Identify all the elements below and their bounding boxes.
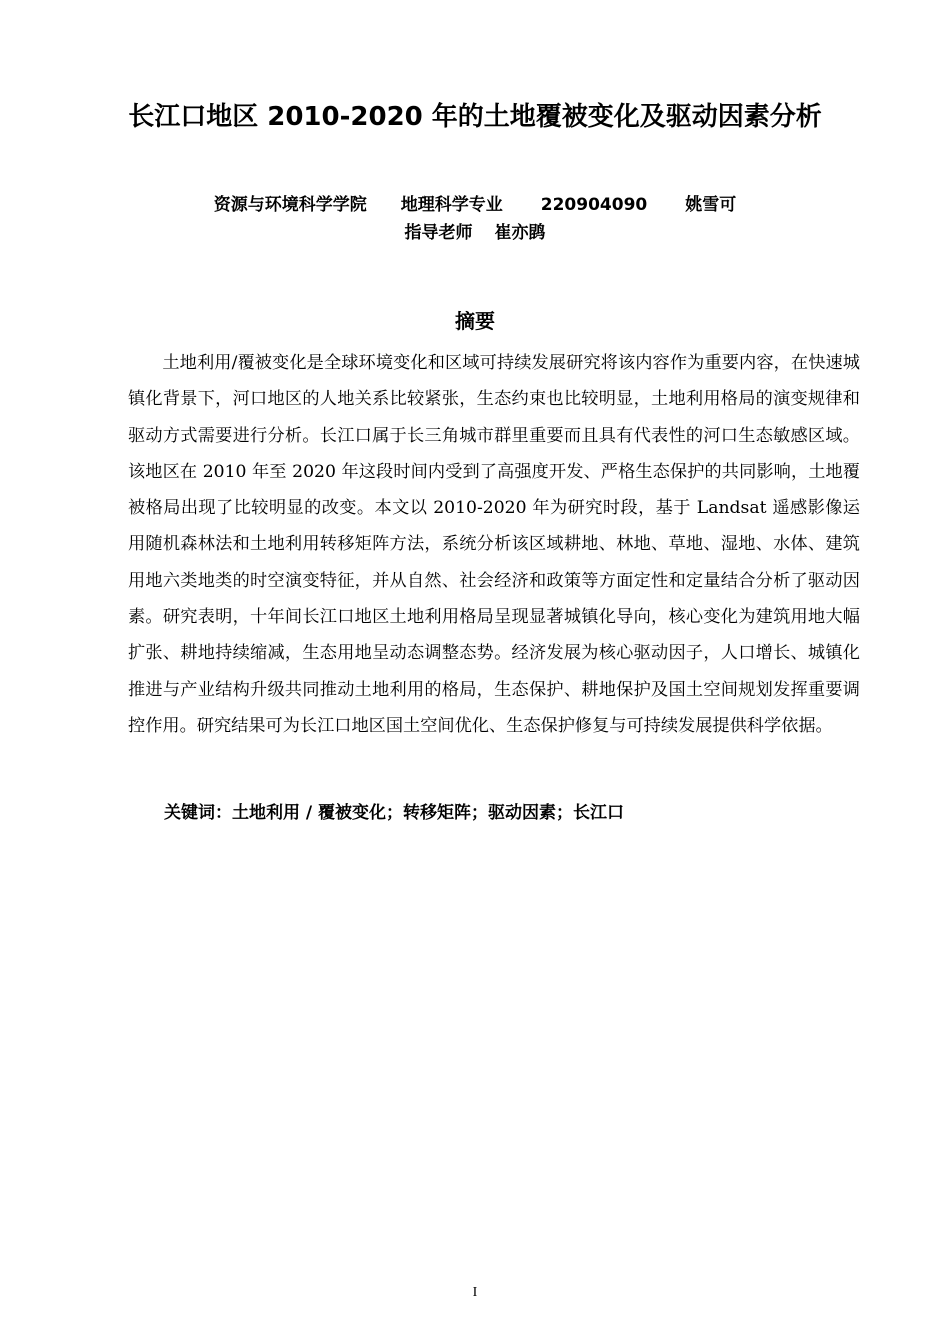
page-title: 长江口地区 2010-2020 年的土地覆被变化及驱动因素分析: [128, 102, 822, 132]
keywords: 关键词：土地利用 / 覆被变化；转移矩阵；驱动因素；长江口: [164, 803, 625, 823]
student-id: 220904090: [540, 195, 648, 215]
author-info: [0, 192, 950, 218]
abstract-heading: 摘要: [455, 309, 495, 333]
college-name: 资源与环境科学学院: [213, 195, 367, 215]
page-number: I: [472, 1285, 478, 1300]
student-name: 姚雪可: [685, 195, 737, 215]
advisor-name: 崔亦鹍: [494, 223, 546, 243]
advisor-label: 指导老师: [404, 223, 473, 243]
major-name: 地理科学专业: [400, 195, 503, 215]
advisor-info: [0, 220, 950, 246]
abstract-body: 土地利用/覆被变化是全球环境变化和区域可持续发展研究将该内容作为重要内容，在快速城镇化背景下，河口地区的人地关系比较紧张，生态约束也比较明显，土地利用格局的演变规律和驱动方式需要进行分析。长江口属于长三角城市群里重要而且具有代表性的河口生态敏感区域。该地区在 2010 年至 2020 年这段时间内受到了高强度开发、严格生态保护的共同影响，土地覆被格局出现了比较明显的改变。本文以 2010-2020 年为研究时段，基于 Landsat 遥感影像运用随机森林法和土地利用转移矩阵方法，系统分析该区域耕地、林地、草地、湿地、水体、建筑用地六类地类的时空演变特征，并从自然、社会经济和政策等方面定性和定量结合分析了驱动因素。研究表明，十年间长江口地区土地利用格局呈现显著城镇化导向，核心变化为建筑用地大幅扩张、耕地持续缩减，生态用地呈动态调整态势。经济发展为核心驱动因子，人口增长、城镇化推进与产业结构升级共同推动土地利用的格局，生态保护、耕地保护及国土空间规划发挥重要调控作用。研究结果可为长江口地区国土空间优化、生态保护修复与可持续发展提供科学依据。: [128, 353, 860, 736]
